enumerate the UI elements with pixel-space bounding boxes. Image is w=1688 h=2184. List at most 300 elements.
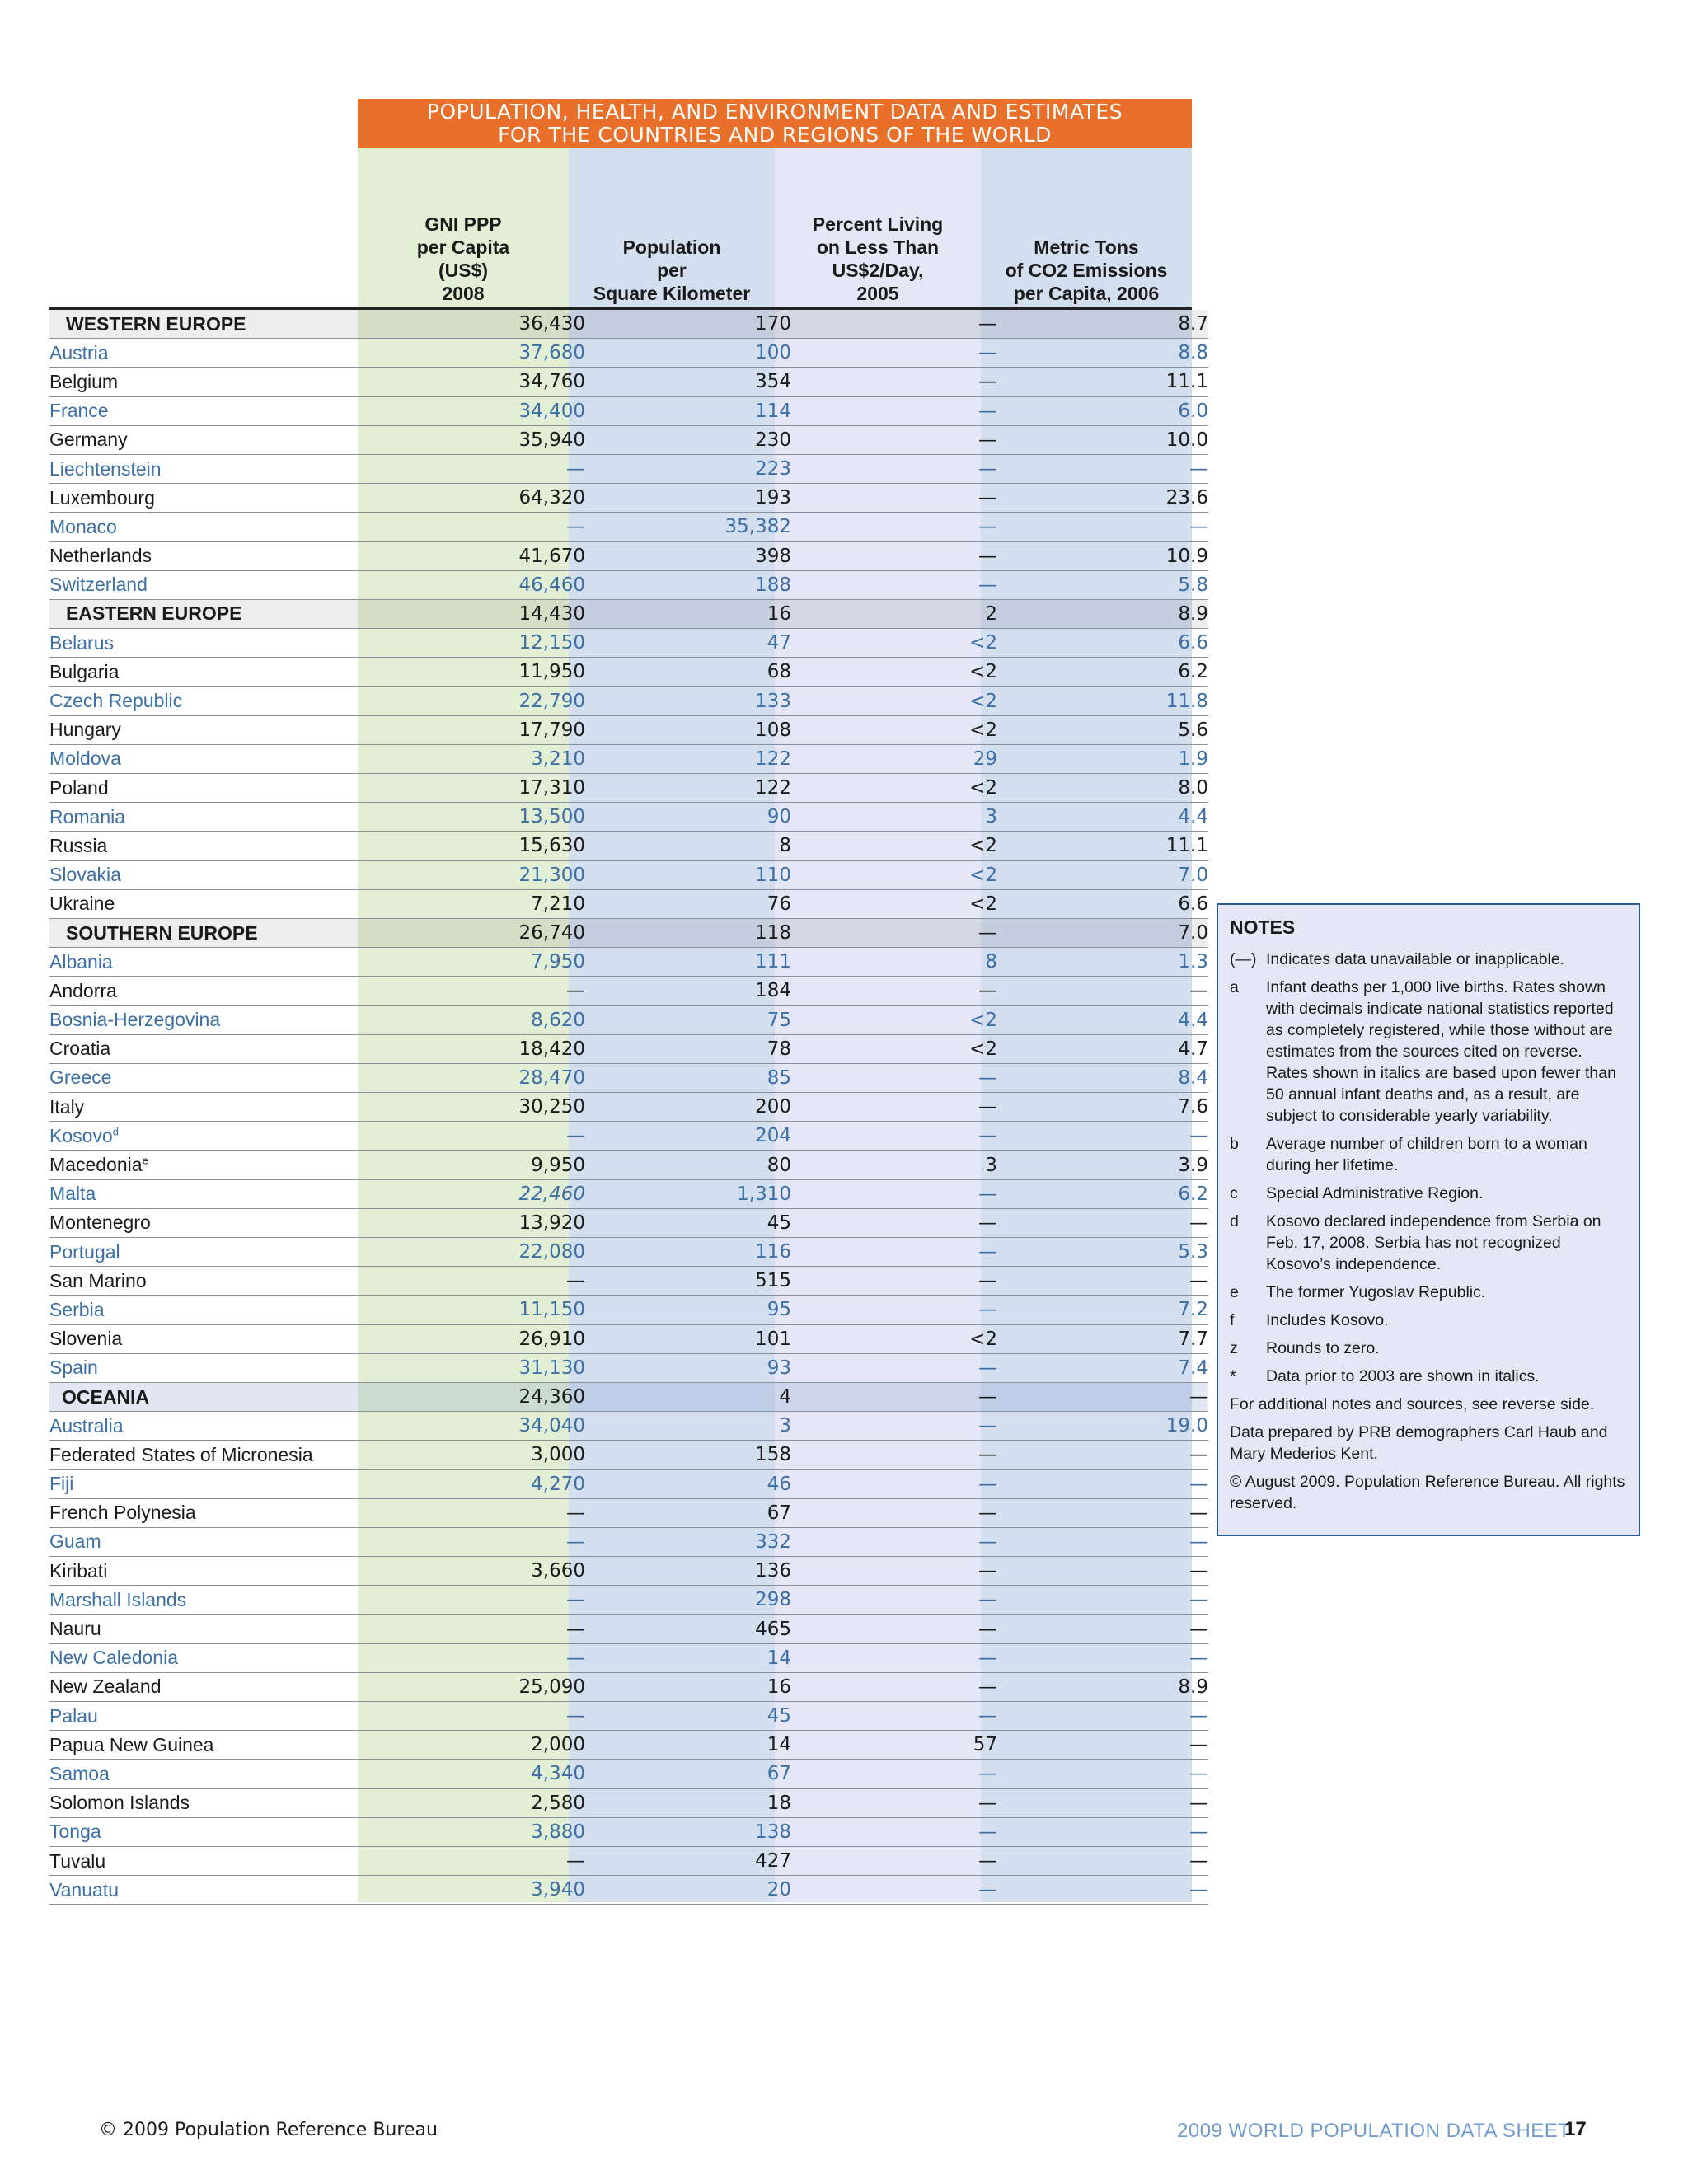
country-name: [49, 1876, 374, 1905]
country-name: [49, 1702, 374, 1731]
co2-value: [997, 803, 1208, 832]
co2-value-text: —: [1189, 1560, 1208, 1582]
poverty-percent-value-text: —: [978, 1705, 997, 1727]
co2-value-text: —: [1189, 1821, 1208, 1843]
poverty-percent-value-text: —: [978, 574, 997, 596]
header-co2-line: per Capita, 2006: [1013, 283, 1160, 304]
gni-value-text: 7,950: [531, 951, 585, 973]
country-row: [49, 658, 1208, 687]
country-name: [49, 1063, 374, 1092]
poverty-percent-value: [791, 774, 997, 803]
co2-value-text: 4.4: [1178, 806, 1208, 828]
country-row: [49, 1005, 1208, 1034]
co2-value: [997, 339, 1208, 368]
country-name-text: Marshall Islands: [49, 1588, 187, 1610]
country-name: [49, 774, 374, 803]
country-row: [49, 1353, 1208, 1382]
co2-value-text: 11.8: [1165, 690, 1208, 712]
gni-value: [374, 1238, 585, 1267]
poverty-percent-value-text: —: [978, 1241, 997, 1263]
gni-value-text: —: [566, 516, 585, 538]
country-name: [49, 1557, 374, 1586]
poverty-percent-value-text: —: [978, 1096, 997, 1118]
country-name: [49, 1093, 374, 1122]
header-gni-line: (US$): [438, 260, 489, 281]
gni-value: [374, 918, 585, 947]
country-row: [49, 454, 1208, 483]
poverty-percent-value-text: <2: [969, 632, 997, 654]
table-title-line-2: FOR THE COUNTRIES AND REGIONS OF THE WORLD: [498, 123, 1052, 147]
country-row: [49, 774, 1208, 803]
population-density-value: [585, 1151, 791, 1179]
co2-value-text: 6.2: [1178, 1183, 1208, 1205]
country-name: [49, 1296, 374, 1324]
co2-value-text: 11.1: [1165, 371, 1208, 393]
population-density-value-text: 170: [755, 313, 791, 335]
poverty-percent-value-text: 57: [973, 1734, 997, 1756]
population-density-value: [585, 977, 791, 1005]
country-name-text: France: [49, 400, 109, 422]
country-name: [49, 1788, 374, 1817]
poverty-percent-value: [791, 1093, 997, 1122]
poverty-percent-value: [791, 1527, 997, 1556]
country-name-text: Nauru: [49, 1618, 101, 1640]
population-density-value: [585, 889, 791, 918]
poverty-percent-value-text: <2: [969, 1009, 997, 1031]
country-name: [49, 1267, 374, 1296]
country-row: [49, 339, 1208, 368]
co2-value: [997, 977, 1208, 1005]
population-density-value: [585, 339, 791, 368]
population-density-value: [585, 1731, 791, 1760]
co2-value: [997, 774, 1208, 803]
country-row: [49, 1498, 1208, 1527]
country-name-text: Papua New Guinea: [49, 1733, 214, 1755]
co2-value-text: 8.4: [1178, 1066, 1208, 1089]
page-number: 17: [1564, 2118, 1587, 2140]
data-table: [49, 310, 1208, 1905]
poverty-percent-value-text: —: [978, 400, 997, 422]
population-density-value-text: 14: [767, 1734, 791, 1756]
poverty-percent-value-text: —: [978, 1066, 997, 1089]
poverty-percent-value-text: <2: [969, 893, 997, 915]
population-density-value: [585, 1034, 791, 1063]
gni-value: [374, 1788, 585, 1817]
co2-value-text: —: [1189, 1530, 1208, 1553]
population-density-value: [585, 484, 791, 513]
poverty-percent-value: [791, 1324, 997, 1353]
poverty-percent-value-text: —: [978, 1530, 997, 1553]
population-density-value-text: 78: [767, 1038, 791, 1060]
co2-value-text: 8.9: [1178, 602, 1208, 625]
gni-value-text: 15,630: [518, 835, 585, 857]
population-density-value-text: 47: [767, 632, 791, 654]
country-row: [49, 977, 1208, 1005]
population-density-value: [585, 310, 791, 339]
co2-value: [997, 860, 1208, 889]
co2-value: [997, 1643, 1208, 1672]
gni-value-text: 22,080: [518, 1241, 585, 1263]
note-marker: a: [1230, 978, 1239, 996]
co2-value-text: 6.0: [1178, 400, 1208, 422]
poverty-percent-value: [791, 368, 997, 396]
population-density-value: [585, 1412, 791, 1441]
note-item: [1230, 949, 1627, 970]
population-density-value: [585, 1876, 791, 1905]
gni-value-text: 4,270: [531, 1473, 585, 1495]
country-row: [49, 1122, 1208, 1151]
co2-value: [997, 1267, 1208, 1296]
population-density-value-text: 122: [755, 777, 791, 799]
co2-value-text: 8.8: [1178, 342, 1208, 364]
gni-value: [374, 1441, 585, 1469]
gni-value-text: 18,420: [518, 1038, 585, 1060]
poverty-percent-value-text: 8: [985, 951, 997, 973]
country-name: [49, 1151, 374, 1179]
poverty-percent-value: [791, 1122, 997, 1151]
co2-value: [997, 1788, 1208, 1817]
population-density-value: [585, 1441, 791, 1469]
gni-value-text: 8,620: [531, 1009, 585, 1031]
population-density-value: [585, 570, 791, 599]
gni-value: [374, 1672, 585, 1701]
header-gni-line: GNI PPP: [424, 213, 502, 235]
co2-value-text: 7.0: [1178, 864, 1208, 886]
gni-value: [374, 1179, 585, 1208]
country-name: [49, 803, 374, 832]
country-row: [49, 368, 1208, 396]
country-name-text: Bosnia-Herzegovina: [49, 1009, 221, 1031]
co2-value: [997, 1672, 1208, 1701]
co2-value: [997, 629, 1208, 658]
gni-value: [374, 1267, 585, 1296]
poverty-percent-value-text: —: [978, 1212, 997, 1234]
poverty-percent-value: [791, 1469, 997, 1498]
country-row: [49, 541, 1208, 570]
note-text: Data prior to 2003 are shown in italics.: [1266, 1367, 1540, 1385]
country-name: [49, 570, 374, 599]
country-name: [49, 513, 374, 541]
population-density-value-text: 398: [755, 545, 791, 567]
co2-value: [997, 1527, 1208, 1556]
gni-value: [374, 1151, 585, 1179]
gni-value-text: 25,090: [518, 1675, 585, 1698]
co2-value: [997, 1817, 1208, 1846]
gni-value: [374, 454, 585, 483]
country-name-text: Montenegro: [49, 1212, 151, 1234]
country-name-text: French Polynesia: [49, 1502, 196, 1524]
note-marker: f: [1230, 1311, 1235, 1329]
poverty-percent-value: [791, 513, 997, 541]
note-item: [1230, 1282, 1627, 1303]
poverty-percent-value-text: —: [978, 342, 997, 364]
population-density-value: [585, 1643, 791, 1672]
population-density-value-text: 193: [755, 487, 791, 509]
header-co2: [981, 206, 1192, 305]
gni-value-text: —: [566, 1530, 585, 1553]
gni-value: [374, 1702, 585, 1731]
country-row: [49, 1702, 1208, 1731]
gni-value: [374, 1324, 585, 1353]
co2-value: [997, 1469, 1208, 1498]
gni-value: [374, 860, 585, 889]
co2-value-text: —: [1189, 1618, 1208, 1640]
country-name: [49, 1122, 374, 1151]
population-density-value-text: 75: [767, 1009, 791, 1031]
country-name-text: Switzerland: [49, 574, 148, 596]
gni-value-text: 22,790: [518, 690, 585, 712]
co2-value-text: 1.3: [1178, 951, 1208, 973]
poverty-percent-value-text: <2: [969, 719, 997, 741]
footer-publication-title: 2009 WORLD POPULATION DATA SHEET: [1177, 2120, 1571, 2142]
co2-value-text: 19.0: [1165, 1415, 1208, 1437]
poverty-percent-value: [791, 715, 997, 744]
country-row: [49, 1469, 1208, 1498]
population-density-value-text: 100: [755, 342, 791, 364]
population-density-value-text: 188: [755, 574, 791, 596]
poverty-percent-value-text: —: [978, 1415, 997, 1437]
co2-value-text: 6.2: [1178, 661, 1208, 683]
co2-value: [997, 541, 1208, 570]
country-name: [49, 977, 374, 1005]
country-row: [49, 1296, 1208, 1324]
population-density-value-text: 76: [767, 893, 791, 915]
gni-value: [374, 368, 585, 396]
co2-value: [997, 570, 1208, 599]
population-density-value-text: 18: [767, 1792, 791, 1814]
country-row: [49, 1179, 1208, 1208]
co2-value: [997, 1615, 1208, 1643]
note-item: [1230, 1183, 1627, 1204]
co2-value-text: —: [1189, 1792, 1208, 1814]
country-name-text: Hungary: [49, 719, 121, 741]
poverty-percent-value: [791, 310, 997, 339]
poverty-percent-value-text: —: [978, 980, 997, 1002]
population-density-value-text: 8: [779, 835, 791, 857]
poverty-percent-value-text: —: [978, 429, 997, 451]
population-density-value-text: 116: [755, 1241, 791, 1263]
gni-value: [374, 1034, 585, 1063]
gni-value: [374, 774, 585, 803]
population-density-value: [585, 425, 791, 454]
population-density-value-text: 465: [755, 1618, 791, 1640]
co2-value-text: 23.6: [1165, 487, 1208, 509]
country-name-text: Poland: [49, 776, 109, 799]
population-density-value-text: 111: [755, 951, 791, 973]
population-density-value-text: 354: [755, 371, 791, 393]
poverty-percent-value-text: —: [978, 313, 997, 335]
country-row: [49, 1615, 1208, 1643]
country-name-text: Italy: [49, 1095, 85, 1118]
population-density-value: [585, 513, 791, 541]
gni-value-text: 3,940: [531, 1879, 585, 1901]
gni-value: [374, 599, 585, 628]
co2-value: [997, 1876, 1208, 1905]
poverty-percent-value: [791, 599, 997, 628]
population-density-value-text: 90: [767, 806, 791, 828]
co2-value-text: —: [1189, 1125, 1208, 1147]
poverty-percent-value-text: —: [978, 1618, 997, 1640]
gni-value-text: 36,430: [518, 313, 585, 335]
co2-value: [997, 889, 1208, 918]
population-density-value-text: 332: [755, 1530, 791, 1553]
region-name: [49, 918, 374, 947]
population-density-value: [585, 368, 791, 396]
country-row: [49, 948, 1208, 977]
country-row: [49, 425, 1208, 454]
co2-value: [997, 1441, 1208, 1469]
co2-value-text: 3.9: [1178, 1154, 1208, 1176]
country-row: [49, 832, 1208, 860]
co2-value: [997, 1498, 1208, 1527]
country-name-text: Guam: [49, 1530, 101, 1553]
co2-value-text: 4.4: [1178, 1009, 1208, 1031]
country-row: [49, 1267, 1208, 1296]
poverty-percent-value-text: <2: [969, 835, 997, 857]
poverty-percent-value-text: —: [978, 1444, 997, 1466]
co2-value: [997, 1093, 1208, 1122]
population-density-value-text: 45: [767, 1212, 791, 1234]
country-row: [49, 1557, 1208, 1586]
poverty-percent-value: [791, 1788, 997, 1817]
population-density-value-text: 138: [755, 1821, 791, 1843]
notes-box: [1217, 903, 1640, 1536]
poverty-percent-value: [791, 860, 997, 889]
notes-paragraphs: [1230, 1394, 1627, 1514]
co2-value-text: 7.0: [1178, 922, 1208, 944]
country-row: [49, 1527, 1208, 1556]
population-density-value: [585, 948, 791, 977]
poverty-percent-value-text: —: [978, 1792, 997, 1814]
gni-value: [374, 425, 585, 454]
gni-value: [374, 1817, 585, 1846]
header-poverty: [775, 206, 981, 305]
gni-value: [374, 541, 585, 570]
country-name: [49, 1469, 374, 1498]
population-density-value: [585, 541, 791, 570]
co2-value-text: 11.1: [1165, 835, 1208, 857]
gni-value: [374, 339, 585, 368]
country-row: [49, 1846, 1208, 1875]
population-density-value: [585, 1469, 791, 1498]
country-name-text: Spain: [49, 1357, 98, 1379]
population-density-value-text: 35,382: [724, 516, 791, 538]
gni-value: [374, 1382, 585, 1411]
co2-value: [997, 425, 1208, 454]
population-density-value-text: 85: [767, 1066, 791, 1089]
footnote-marker: e: [142, 1154, 148, 1167]
note-marker: c: [1230, 1184, 1238, 1202]
gni-value-text: 4,340: [531, 1763, 585, 1785]
co2-value-text: —: [1189, 1473, 1208, 1495]
population-density-value-text: 298: [755, 1589, 791, 1611]
poverty-percent-value: [791, 454, 997, 483]
gni-value-text: —: [566, 1618, 585, 1640]
region-name: [49, 310, 374, 339]
poverty-percent-value: [791, 1702, 997, 1731]
poverty-percent-value: [791, 918, 997, 947]
country-name-text: Netherlands: [49, 545, 152, 567]
co2-value: [997, 368, 1208, 396]
co2-value-text: 5.6: [1178, 719, 1208, 741]
country-row: [49, 687, 1208, 715]
gni-value: [374, 1005, 585, 1034]
gni-value-text: 13,500: [518, 806, 585, 828]
table-title: [358, 99, 1192, 148]
poverty-percent-value-text: <2: [969, 864, 997, 886]
poverty-percent-value-text: <2: [969, 777, 997, 799]
poverty-percent-value: [791, 1382, 997, 1411]
co2-value-text: —: [1189, 1879, 1208, 1901]
poverty-percent-value-text: —: [978, 545, 997, 567]
poverty-percent-value: [791, 1441, 997, 1469]
country-row: [49, 396, 1208, 425]
co2-value: [997, 1586, 1208, 1615]
co2-value-text: —: [1189, 458, 1208, 480]
country-name-text: Fiji: [49, 1473, 74, 1495]
population-density-value: [585, 1498, 791, 1527]
gni-value: [374, 1731, 585, 1760]
co2-value-text: 4.7: [1178, 1038, 1208, 1060]
note-marker: e: [1230, 1283, 1239, 1301]
note-marker: z: [1230, 1339, 1238, 1357]
population-density-value: [585, 1093, 791, 1122]
header-gni-line: 2008: [442, 283, 485, 304]
region-name-text: SOUTHERN EUROPE: [66, 921, 258, 944]
note-marker: d: [1230, 1212, 1239, 1230]
country-name-text: Belarus: [49, 631, 114, 654]
poverty-percent-value-text: —: [978, 1589, 997, 1611]
population-density-value-text: 67: [767, 1502, 791, 1524]
country-name-text: Andorra: [49, 979, 117, 1001]
country-name: [49, 1615, 374, 1643]
gni-value-text: 31,130: [518, 1357, 585, 1379]
gni-value: [374, 484, 585, 513]
poverty-percent-value: [791, 570, 997, 599]
country-name-text: New Zealand: [49, 1675, 162, 1698]
poverty-percent-value: [791, 889, 997, 918]
poverty-percent-value-text: 3: [985, 1154, 997, 1176]
gni-value-text: —: [566, 1589, 585, 1611]
country-name: [49, 1324, 374, 1353]
gni-value-text: —: [566, 1125, 585, 1147]
country-name-text: Macedonia: [49, 1154, 143, 1176]
co2-value: [997, 658, 1208, 687]
country-name-text: Federated States of Micronesia: [49, 1443, 313, 1465]
population-density-value: [585, 1208, 791, 1237]
poverty-percent-value-text: <2: [969, 1038, 997, 1060]
poverty-percent-value: [791, 1034, 997, 1063]
country-name-text: Tuvalu: [49, 1849, 106, 1872]
country-row: [49, 484, 1208, 513]
country-name: [49, 1179, 374, 1208]
note-text: Includes Kosovo.: [1266, 1311, 1389, 1329]
gni-value-text: 3,660: [531, 1560, 585, 1582]
co2-value-text: 10.0: [1165, 429, 1208, 451]
country-row: [49, 513, 1208, 541]
poverty-percent-value: [791, 1208, 997, 1237]
country-name-text: Serbia: [49, 1298, 105, 1320]
country-name: [49, 368, 374, 396]
country-row: [49, 1788, 1208, 1817]
country-name: [49, 1034, 374, 1063]
gni-value-text: 30,250: [518, 1096, 585, 1118]
gni-value-text: 7,210: [531, 893, 585, 915]
population-density-value: [585, 1557, 791, 1586]
gni-value-text: 3,000: [531, 1444, 585, 1466]
country-name: [49, 1672, 374, 1701]
country-name: [49, 1238, 374, 1267]
